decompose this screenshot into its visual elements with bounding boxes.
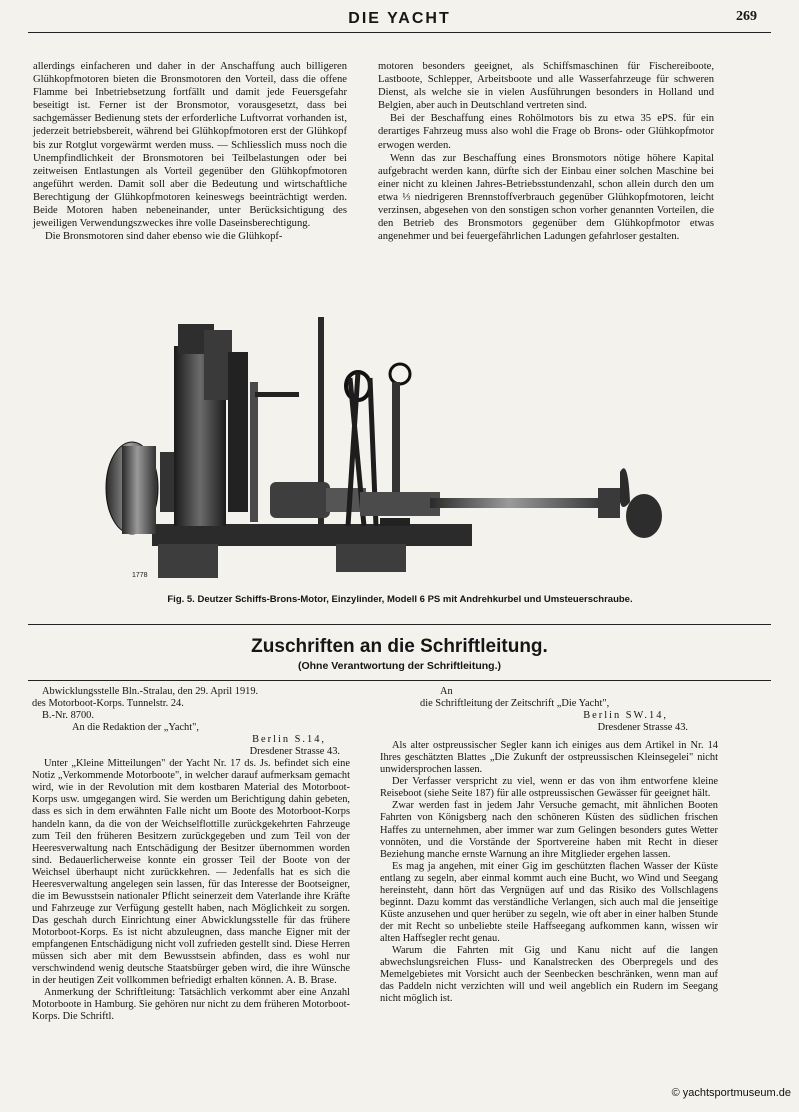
address-line: Dresdener Strasse 43. [597, 722, 688, 734]
engine-illustration [100, 312, 700, 590]
article-column-left [33, 60, 347, 243]
paragraph: Wenn das zur Beschaffung eines Bronsmotors nötige höhere Kapital aufgebracht werden kann, dürfte sich der Einbau einer solchen Maschine bei einer nicht zu kleinen Jahres-Betriebsstundenzahl, schon allein durch den um etwa ⅓ niedrigeren Brennstoffverbrauch gegenüber Glühkopfmotoren, leicht verzinsen, abgesehen von den sonstigen schon vorher genannten Vorteilen, die den Betrieb des Bronsmotors gegenüber dem Glühkopfmotor etwas angenehmer und bei feuergefährlichen Ladungen gefahrloser gestalten. [378, 152, 714, 243]
recipient-line: Dresdener Strasse 43. [249, 746, 340, 758]
paragraph: Warum die Fahrten mit Gig und Kanu nicht auf die langen abwechslungsreichen Fluss- und Kanalstrecken des Oberpregels und des Memelgebietes mit Vorsicht auch der Seenbecken beschränken, wenn man auf das Paddeln nicht verzichten will und weil angeblich ein Rudern im Seegang nicht möglich ist. [380, 944, 718, 1005]
header-rule [28, 32, 771, 33]
letter-body: Unter „Kleine Mitteilungen" der Yacht Nr. 17 ds. Js. befindet sich eine Notiz „Verkommende Motorboote", in welcher darauf aufmerksam gemacht wird, wie in der Revolution mit dem kostbaren Material des Motorboot-Korps usw. umgegangen wird. Sie werden um Berichtigung dahin gebeten, dass es sich in dem erwähnten Falle nicht um Boote des Motorboot-Korps handeln kann, da die von der Weichselflottille zurückgekehrten Fahrzeuge zum Teil den früheren Besitzern zurückgegeben und zum Teil von der Heeresverwaltung nach Entschädigung der Besitzer übernommen worden sind. Bedauerlicherweise konnte ein grosser Teil der Boote von der Weichsel überhaupt nicht zurückkehren. — Jedenfalls hat es sich die Heeresverwaltung angelegen sein lassen, für das Interesse der Bootseigner, die im Bewusstsein nationaler Pflicht seinerzeit dem Vaterlande ihre Kräfte und Fahrzeuge zur Verfügung gestellt haben, nach Möglichkeit zu sorgen. Das geschah durch Einrichtung einer Abwicklungsstelle für das frühere Motorboot-Korps. Es ist nicht abzuleugnen, dass manche Eigner mit der empfangenen Entschädigung nicht voll zufrieden gestellt sind. Diese Herren müssen sich aber mit dem Bewusstsein abfinden, dass es wohl nur verschwindend wenig deutsche Staatsbürger geben wird, die ihre Wünsche in der heutigen Zeit vollkommen befriedigt erhalten können. A. B. Brase. [32, 758, 350, 987]
paragraph: Als alter ostpreussischer Segler kann ich einiges aus dem Artikel in Nr. 14 Ihres geschätzten Blattes „Die Zukunft der ostpreussischen Kleinsegelei" nicht unwidersprochen lassen. [380, 740, 718, 776]
editorial-note: Anmerkung der Schriftleitung: Tatsächlich verkommt aber eine Anzahl Motorboote in Hamburg. Sie gehören nur nicht zu dem früheren Motorboot-Korps. Die Schriftl. [32, 987, 350, 1023]
section-divider-rule [28, 624, 771, 625]
address-line: die Schriftleitung der Zeitschrift „Die Yacht", [420, 698, 610, 710]
sender-line: B.-Nr. 8700. [42, 710, 94, 722]
engine-photograph [100, 312, 700, 590]
paragraph: Die Bronsmotoren sind daher ebenso wie die Glühkopf- [45, 231, 283, 243]
journal-title: DIE YACHT [348, 10, 451, 27]
figure-caption: Fig. 5. Deutzer Schiffs-Brons-Motor, Einzylinder, Modell 6 PS mit Andrehkurbel und Umsteuerschraube. [167, 594, 633, 605]
sender-line: Abwicklungsstelle Bln.-Stralau, den 29. April 1919. [42, 686, 259, 697]
address-line: An [440, 686, 453, 697]
paragraph: Der Verfasser verspricht zu viel, wenn er das von ihm entworfene kleine Reiseboot (siehe Seite 187) für alle ostpreussischen Gewässer für geeignet hält. [380, 776, 718, 800]
recipient-line: An die Redaktion der „Yacht", [72, 722, 199, 734]
section-title-rule [28, 680, 771, 681]
section-title: Zuschriften an die Schriftleitung. [251, 636, 548, 657]
paragraph: allerdings einfacheren und daher in der Anschaffung auch billigeren Glühkopfmotoren bieten die Bronsmotoren den Vorteil, dass die offene Flamme bei Inbetriebsetzung fortfällt und damit jede Feuersgefahr beseitigt ist. Ferner ist der Bronsmotor, vorausgesetzt, dass bei sachgemässer Bedienung stets der erforderliche Luftvorrat vorhanden ist, jederzeit betriebsbereit, während bei Glühkopfmotoren erst der Glühkopf bis zur Rotglut vorgewärmt werden muss. — Schliesslich muss noch die Unempfindlichkeit der Bronsmotoren bei Teilbelastungen oder bei zeitweisen Entlastungen als Vorteil gegenüber den Glühkopfmotoren angeführt werden. Damit soll aber die Bedeutung und wirtschaftliche Berechtigung der Glühkopfmotoren keineswegs beeinträchtigt werden. Beide Motoren haben nebeneinander, unter Berücksichtigung des jeweiligen Verwendungszweckes ihre volle Daseinsberechtigung. [33, 61, 347, 230]
paragraph: Es mag ja angehen, mit einer Gig im geschützten flachen Wasser der Küste entlang zu segeln, aber einmal kommt auch eine Bucht, wo Wind und Seegang hereinsteht, dann hört das Vergnügen auf und das Risiko des Vollschlagens beginnt. Dazu kommt das verständliche Verlangen, sich auch mal die jenseitige Küste anzusehen und quer herüber zu segeln, wie oft aber in einer halben Stunde der mit Recht so unbeliebte steile Haffseegang aufkommen kann, wissen wir alten Haffsegler recht genau. [380, 860, 718, 944]
article-column-right [378, 60, 714, 243]
watermark: © yachtsportmuseum.de [671, 1087, 791, 1099]
letter-left [32, 686, 350, 1023]
section-subtitle: (Ohne Verantwortung der Schriftleitung.) [297, 660, 501, 672]
paragraph: motoren besonders geeignet, als Schiffsmaschinen für Fischereiboote, Lastboote, Schlepper, Arbeitsboote und alle Wasserfahrzeuge für schweren Dienst, als welche sie in vielen Ausführungen besonders in Holland und Belgien, aber auch in Deutschland vertreten sind. [378, 61, 714, 112]
recipient-line: Berlin S.14, [252, 734, 326, 746]
page-number: 269 [736, 9, 757, 24]
paragraph: Zwar werden fast in jedem Jahr Versuche gemacht, mit ähnlichen Booten Fahrten von Königsberg nach den schöneren Küsten des südlichen frischen Haffes zu unternehmen, aber immer war zum Gelingen besonders gutes Wetter vonnöten, und die Vorstände der Sportvereine haben mit Recht in dieser Beziehung manche ernste Warnung an ihre Mitglieder ergehen lassen. [380, 800, 718, 860]
sender-line: des Motorboot-Korps. Tunnelstr. 24. [32, 698, 184, 710]
paragraph: Bei der Beschaffung eines Rohölmotors bis zu etwa 35 ePS. für ein derartiges Fahrzeug muss also wohl die Frage ob Brons- oder Glühkopfmotor erwogen werden. [378, 113, 714, 151]
letter-right [380, 686, 718, 1005]
figure-number: 1778 [132, 572, 148, 579]
address-line: Berlin SW.14, [583, 710, 668, 722]
